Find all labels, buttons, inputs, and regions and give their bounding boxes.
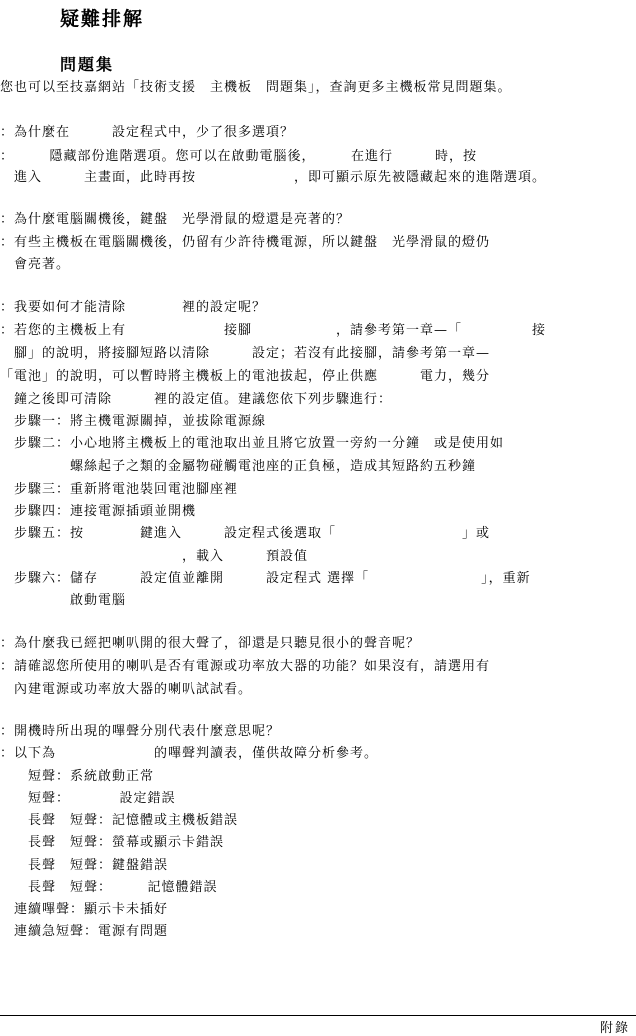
faq-line: ：為什麼電腦關機後，鍵盤 光學滑鼠的燈還是亮著的？ (0, 212, 351, 227)
faq-line: ：若您的主機板上有 接腳 ，請參考第一章—「 接 (0, 323, 547, 338)
faq-line: 內建電源或功率放大器的喇叭試試看。 (0, 682, 253, 697)
faq-line: ：開機時所出現的嗶聲分別代表什麼意思呢？ (0, 724, 281, 739)
faq-line: ： 隱藏部份進階選項。您可以在啟動電腦後， 在進行 時，按 (0, 149, 478, 164)
faq-line: 長聲 短聲：螢幕或顯示卡錯誤 (0, 835, 225, 850)
faq-line: 步驟六：儲存 設定值並離開 設定程式 選擇「 」，重新 (0, 571, 531, 586)
faq-line: 螺絲起子之類的金屬物碰觸電池座的正負極，造成其短路約五秒鐘 (0, 459, 477, 474)
faq-line: 步驟一：將主機電源關掉，並拔除電源線 (0, 414, 267, 429)
section-title: 問題集 (60, 55, 115, 74)
faq-line: 步驟二：小心地將主機板上的電池取出並且將它放置一旁約一分鐘 或是使用如 (0, 436, 505, 451)
faq-line: ：請確認您所使用的喇叭是否有電源或功率放大器的功能？如果沒有，請選用有 (0, 659, 491, 674)
faq-line: ：有些主機板在電腦關機後，仍留有少許待機電源，所以鍵盤 光學滑鼠的燈仍 (0, 235, 491, 250)
faq-line: 連續嗶聲：顯示卡未插好 (0, 902, 169, 917)
faq-line: 「電池」的說明，可以暫時將主機板上的電池拔起，停止供應 電力，幾分 (0, 369, 491, 384)
faq-line: 鐘之後即可清除 裡的設定值。建議您依下列步驟進行： (0, 392, 393, 407)
faq-line: 進入 主畫面，此時再按 ，即可顯示原先被隱藏起來的進階選項。 (0, 170, 547, 185)
faq-line: 會亮著。 (0, 257, 71, 272)
faq-line: 短聲： 設定錯誤 (0, 791, 176, 806)
faq-line: 腳」的說明，將接腳短路以清除 設定；若沒有此接腳，請參考第一章— (0, 346, 491, 361)
footer-divider (0, 1015, 636, 1016)
faq-line: ：為什麼我已經把喇叭開的很大聲了，卻還是只聽見很小的聲音呢？ (0, 636, 421, 651)
faq-line: 連續急短聲：電源有問題 (0, 924, 169, 939)
faq-line: 短聲：系統啟動正常 (0, 769, 155, 784)
faq-line: ，載入 預設值 (0, 549, 309, 564)
faq-line: 長聲 短聲：鍵盤錯誤 (0, 858, 169, 873)
intro-text: 您也可以至技嘉網站「技術支援 主機板 問題集」，查詢更多主機板常見問題集。 (0, 80, 512, 95)
faq-line: 步驟四：連接電源插頭並開機 (0, 504, 197, 519)
faq-line: 步驟三：重新將電池裝回電池腳座裡 (0, 482, 239, 497)
faq-line: ：我要如何才能清除 裡的設定呢？ (0, 300, 267, 315)
faq-line: 啟動電腦 (0, 593, 127, 608)
faq-line: ：以下為 的嗶聲判讀表，僅供故障分析參考。 (0, 746, 379, 761)
footer-label: 附錄 (599, 1021, 630, 1036)
page-title: 疑難排解 (60, 8, 145, 30)
faq-line: 長聲 短聲：記憶體或主機板錯誤 (0, 813, 239, 828)
faq-line: ：為什麼在 設定程式中，少了很多選項？ (0, 125, 295, 140)
faq-line: 長聲 短聲： 記憶體錯誤 (0, 880, 218, 895)
faq-line: 步驟五：按 鍵進入 設定程式後選取「 」或 (0, 526, 491, 541)
